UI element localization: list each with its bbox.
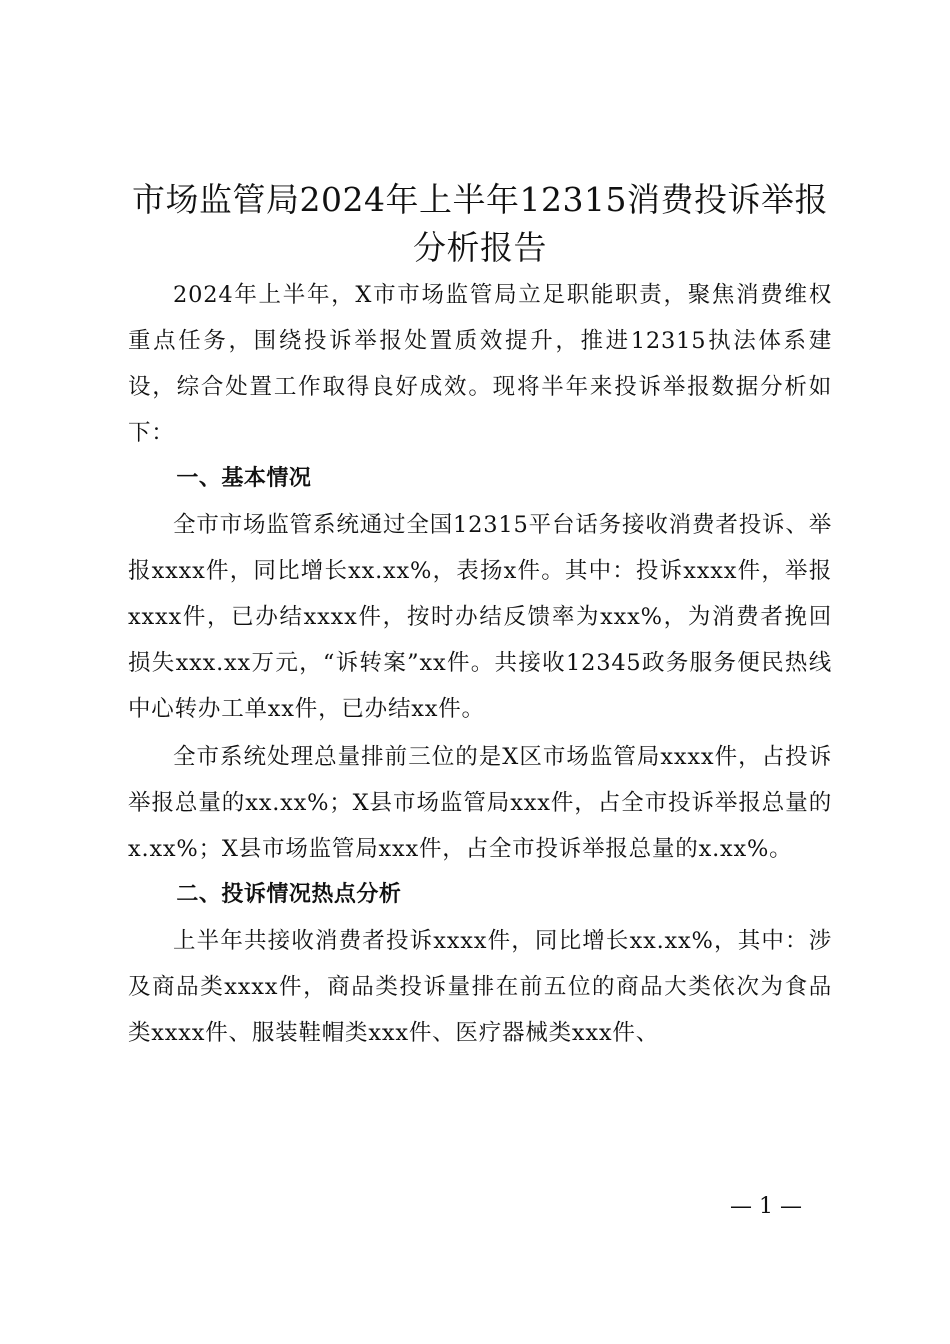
page-number: — 1 — <box>730 1194 802 1219</box>
document-title: 市场监管局2024年上半年12315消费投诉举报分析报告 <box>132 180 828 267</box>
document-body <box>128 272 832 1056</box>
intro-paragraph: 2024年上半年，X市市场监管局立足职能职责，聚焦消费维权重点任务，围绕投诉举报处置质效提升，推进12315执法体系建设，综合处置工作取得良好成效。现将半年来投诉举报数据分析如下： <box>128 282 832 446</box>
section1-paragraph: 全市市场监管系统通过全国12315平台话务接收消费者投诉、举报xxxx件，同比增长xx.xx%，表扬x件。其中：投诉xxxx件，举报xxxx件，已办结xxxx件，按时办结反馈率为xxx%，为消费者挽回损失xxx.xx万元，“诉转案”xx件。共接收12345政务服务便民热线中心转办工单xx件，已办结xx件。 <box>128 512 832 722</box>
section1-paragraph: 全市系统处理总量排前三位的是X区市场监管局xxxx件，占投诉举报总量的xx.xx%；X县市场监管局xxx件，占全市投诉举报总量的x.xx%；X县市场监管局xxx件，占全市投诉举报总量的x.xx%。 <box>128 744 832 862</box>
section-heading-basic-situation: 一、基本情况 <box>176 466 312 491</box>
section2-paragraph: 上半年共接收消费者投诉xxxx件，同比增长xx.xx%，其中：涉及商品类xxxx件，商品类投诉量排在前五位的商品大类依次为食品类xxxx件、服装鞋帽类xxx件、医疗器械类xxx件、 <box>128 928 832 1046</box>
section-heading-complaint-hotspots: 二、投诉情况热点分析 <box>176 882 402 907</box>
